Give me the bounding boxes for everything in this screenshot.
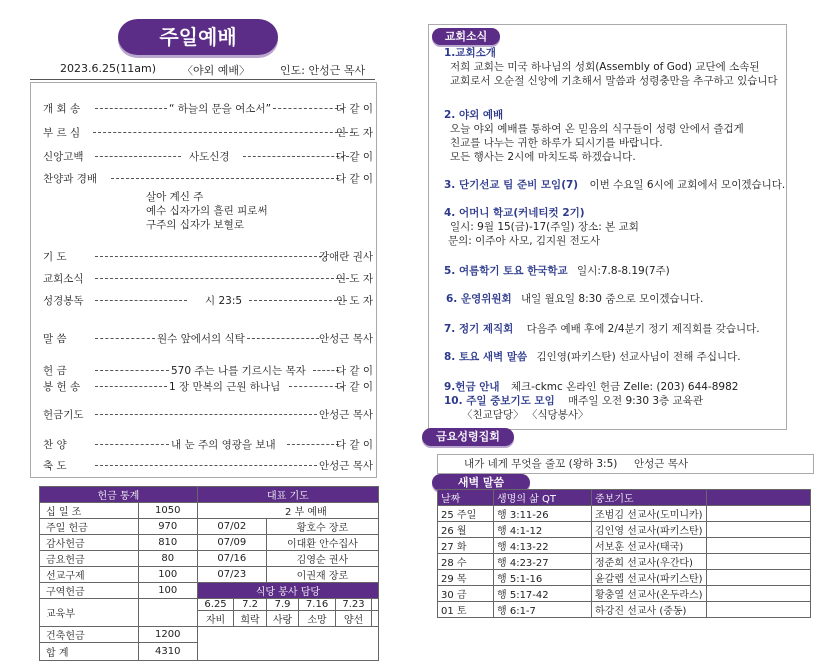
order-label: 기 도 — [43, 251, 67, 263]
prayer-date: 07/02 — [197, 519, 266, 535]
order-label: 찬 양 — [43, 439, 67, 451]
meal-group: 양선 — [335, 611, 371, 627]
order-label: 부 르 심 — [43, 127, 81, 139]
table-row — [438, 506, 811, 522]
praise-song-list — [146, 190, 268, 232]
finance-amount: 1200 — [138, 627, 197, 643]
order-row — [43, 407, 373, 423]
dawn-prayer: 윤갈렙 선교사(파키스탄) — [592, 570, 707, 586]
order-row — [43, 331, 373, 347]
news-heading: 2. 야외 예배 — [444, 109, 504, 121]
prayer-person: 이권재 장로 — [266, 567, 378, 583]
news-heading: 1.교회소개 — [444, 47, 496, 59]
table-row — [438, 522, 811, 538]
news-line: 이번 수요일 6시에 교회에서 모이겠습니다. — [589, 179, 786, 191]
prayer-person: 이대환 안수집사 — [266, 535, 378, 551]
order-person: 다 같 이 — [335, 365, 373, 377]
church-news-pill: 교회소식 — [432, 28, 500, 45]
finance-header: 헌금 통계 — [40, 487, 198, 503]
dawn-schedule-table — [437, 489, 811, 618]
dawn-prayer: 정준희 선교사(우간다) — [592, 554, 707, 570]
order-label: 성경봉독 — [43, 295, 84, 307]
order-label: 교회소식 — [43, 273, 84, 285]
news-heading: 7. 정기 제직회 — [444, 323, 514, 335]
service-date: 2023.6.25(11am) — [60, 62, 157, 75]
finance-amount: 100 — [138, 567, 197, 583]
table-row — [438, 554, 811, 570]
news-item — [444, 108, 744, 164]
dawn-col-date: 날짜 — [438, 490, 494, 506]
finance-amount: 1050 — [138, 503, 197, 519]
prayer-date: 07/23 — [197, 567, 266, 583]
news-item — [444, 322, 760, 336]
dawn-prayer: 황충열 선교사(온두라스) — [592, 586, 707, 602]
dawn-qt: 행 4:23-27 — [494, 554, 592, 570]
praise-song: 구주의 십자가 보혈로 — [146, 219, 244, 231]
order-row — [43, 149, 373, 165]
dawn-qt: 행 4:13-22 — [494, 538, 592, 554]
meal-header: 식당 봉사 담당 — [197, 583, 378, 599]
dawn-prayer: 조범김 선교사(도미니카) — [592, 506, 707, 522]
news-item — [446, 292, 703, 306]
finance-amount: 80 — [138, 551, 197, 567]
order-detail: 원수 앞에서의 식탁 — [157, 333, 245, 345]
order-person: 인 도 자 — [335, 295, 373, 307]
news-line: 김인영(파키스탄) 선교사님이 전해 주십니다. — [536, 351, 741, 363]
friday-service-box — [437, 454, 814, 474]
order-person: 안성근 목사 — [318, 333, 373, 345]
news-line: 문의: 이주아 사모, 김지원 전도사 — [448, 235, 601, 247]
finance-name: 감사헌금 — [40, 535, 139, 551]
table-row — [438, 570, 811, 586]
news-line: 오늘 야외 예배를 통하여 온 믿음의 식구들이 성령 안에서 즐겁게 — [450, 123, 744, 135]
service-leader: 인도: 안성근 목사 — [280, 64, 366, 77]
order-person: 다 같 이 — [335, 173, 373, 185]
news-heading: 10. 주일 중보기도 모임 — [444, 395, 555, 407]
service-header — [30, 62, 375, 80]
dawn-date: 26 월 — [438, 522, 494, 538]
news-heading: 4. 어머니 학교(커네티컷 2기) — [444, 207, 585, 219]
news-line: 모든 행사는 2시에 마치도록 하겠습니다. — [450, 151, 636, 163]
order-detail: 내 눈 주의 영광을 보내 — [171, 439, 276, 451]
order-person: 인 도 자 — [335, 273, 373, 285]
order-detail: “ 하늘의 문을 여소서” — [169, 103, 272, 115]
meal-group: 사랑 — [266, 611, 299, 627]
order-detail: 사도신경 — [189, 151, 230, 163]
dawn-date: 30 금 — [438, 586, 494, 602]
finance-name: 선교구제 — [40, 567, 139, 583]
finance-amount: 970 — [138, 519, 197, 535]
dawn-date: 28 수 — [438, 554, 494, 570]
order-person: 다 같 이 — [335, 381, 373, 393]
table-row — [438, 602, 811, 618]
meal-group: 소망 — [299, 611, 335, 627]
order-label: 축 도 — [43, 460, 67, 472]
order-person: 인 도 자 — [335, 127, 373, 139]
news-line: 교회로서 오순절 신앙에 기초해서 말씀과 성령충만을 추구하고 있습니다 — [450, 75, 778, 87]
order-label: 개 회 송 — [43, 103, 81, 115]
order-row — [43, 271, 373, 287]
order-label: 찬양과 경배 — [43, 173, 98, 185]
order-row — [43, 379, 373, 395]
service-type: 〈야외 예배〉 — [182, 64, 251, 77]
news-item — [444, 350, 741, 364]
news-line: 〈친교담당〉 〈식당봉사〉 — [462, 409, 589, 421]
news-heading: 9.헌금 안내 — [444, 381, 500, 393]
dawn-qt: 행 5:1-16 — [494, 570, 592, 586]
order-row — [43, 363, 373, 379]
dawn-date: 29 목 — [438, 570, 494, 586]
order-person: 다 같 이 — [335, 439, 373, 451]
order-row — [43, 171, 373, 187]
news-item — [444, 206, 639, 248]
prayer-date: 07/09 — [197, 535, 266, 551]
meal-group: 희락 — [234, 611, 267, 627]
order-row — [43, 293, 373, 309]
news-heading: 6. 운영위원회 — [446, 293, 512, 305]
dawn-col-prayer: 중보기도 — [592, 490, 707, 506]
friday-preacher: 안성근 목사 — [634, 458, 689, 470]
finance-amount: 810 — [138, 535, 197, 551]
finance-name: 주일 헌금 — [40, 519, 139, 535]
order-person: 안성근 목사 — [318, 460, 373, 472]
praise-song: 예수 십자가의 흘린 피로써 — [146, 205, 268, 217]
news-heading: 8. 토요 새벽 말씀 — [444, 351, 528, 363]
order-row — [43, 125, 373, 141]
news-line: 내일 월요일 8:30 줌으로 모이겠습니다. — [521, 293, 704, 305]
friday-service-pill: 금요성령집회 — [422, 428, 514, 446]
finance-name: 건축헌금 — [40, 627, 139, 643]
meal-date: 6.25 — [197, 599, 233, 611]
order-label: 봉 헌 송 — [43, 381, 81, 393]
order-row — [43, 101, 373, 117]
news-item — [444, 46, 778, 88]
order-label: 헌금기도 — [43, 409, 84, 421]
news-line: 체크-ckmc 온라인 헌금 Zelle: (203) 644-8982 — [510, 381, 739, 393]
dawn-service-pill: 새벽 말씀 — [432, 474, 530, 491]
finance-table — [39, 486, 379, 661]
order-detail: 570 주는 나를 기르시는 목자 — [171, 365, 306, 377]
order-detail: 1 장 만복의 근원 하나님 — [169, 381, 281, 393]
prayer-person: 황호수 장로 — [266, 519, 378, 535]
dawn-prayer: 하강진 선교사 (중동) — [592, 602, 707, 618]
finance-name: 구역헌금 — [40, 583, 139, 599]
meal-date: 7.9 — [266, 599, 299, 611]
news-item — [444, 394, 703, 422]
meal-date: 7.2 — [234, 599, 267, 611]
order-person: 다 같 이 — [335, 103, 373, 115]
order-label: 헌 금 — [43, 365, 67, 377]
order-of-service — [30, 82, 377, 478]
finance-name: 교육부 — [40, 599, 139, 627]
meal-date: 7.16 — [299, 599, 335, 611]
dawn-qt: 행 5:17-42 — [494, 586, 592, 602]
order-person: 안성근 목사 — [318, 409, 373, 421]
dawn-date: 27 화 — [438, 538, 494, 554]
dawn-col-qt: 생명의 삶 QT — [494, 490, 592, 506]
table-row — [438, 586, 811, 602]
news-item — [444, 380, 738, 394]
praise-song: 살아 계신 주 — [146, 191, 204, 203]
order-person: 강애란 권사 — [318, 251, 373, 263]
dawn-date: 01 토 — [438, 602, 494, 618]
order-detail: 시 23:5 — [205, 295, 243, 307]
finance-total: 4310 — [138, 643, 197, 661]
news-line: 일시: 9월 15(금)-17(주일) 장소: 본 교회 — [450, 221, 639, 233]
dawn-prayer: 서보훈 선교사(태국) — [592, 538, 707, 554]
news-line: 친교를 나누는 귀한 하루가 되시기를 바랍니다. — [450, 137, 663, 149]
meal-group: 자비 — [197, 611, 233, 627]
news-line: 일시:7.8-8.19(7주) — [577, 265, 670, 277]
page-title: 주일예배 — [118, 19, 278, 55]
dawn-qt: 행 3:11-26 — [494, 506, 592, 522]
order-row — [43, 249, 373, 265]
prayer-person: 김영순 권사 — [266, 551, 378, 567]
table-row — [438, 538, 811, 554]
prayer-date: 07/16 — [197, 551, 266, 567]
dawn-prayer: 김인영 선교사(파키스탄) — [592, 522, 707, 538]
finance-name: 금요헌금 — [40, 551, 139, 567]
news-line: 다음주 예배 후에 2/4분기 정기 제직회를 갖습니다. — [526, 323, 760, 335]
order-label: 신앙고백 — [43, 151, 84, 163]
news-item — [444, 264, 670, 278]
order-row — [43, 458, 373, 474]
meal-date: 7.23 — [335, 599, 371, 611]
finance-name: 십 일 조 — [40, 503, 139, 519]
dawn-qt: 행 6:1-7 — [494, 602, 592, 618]
news-heading: 5. 여름학기 토요 한국학교 — [444, 265, 568, 277]
finance-amount: 100 — [138, 583, 197, 599]
prayer-header: 대표 기도 — [197, 487, 378, 503]
order-person: 다 같 이 — [335, 151, 373, 163]
finance-amount — [138, 599, 197, 627]
dawn-date: 25 주일 — [438, 506, 494, 522]
order-label: 말 씀 — [43, 333, 67, 345]
news-heading: 3. 단기선교 팀 준비 모임(7) — [444, 179, 579, 191]
order-row — [43, 437, 373, 453]
prayer-service: 2 부 예배 — [234, 503, 379, 519]
news-item — [444, 178, 785, 192]
news-line: 매주일 오전 9:30 3층 교육관 — [568, 395, 703, 407]
news-line: 저희 교회는 미국 하나님의 성회(Assembly of God) 교단에 소속된 — [450, 61, 760, 73]
friday-sermon-title: 내가 네게 무엇을 줄꼬 (왕하 3:5) — [464, 458, 618, 470]
finance-total-label: 합 계 — [40, 643, 139, 661]
dawn-qt: 행 4:1-12 — [494, 522, 592, 538]
